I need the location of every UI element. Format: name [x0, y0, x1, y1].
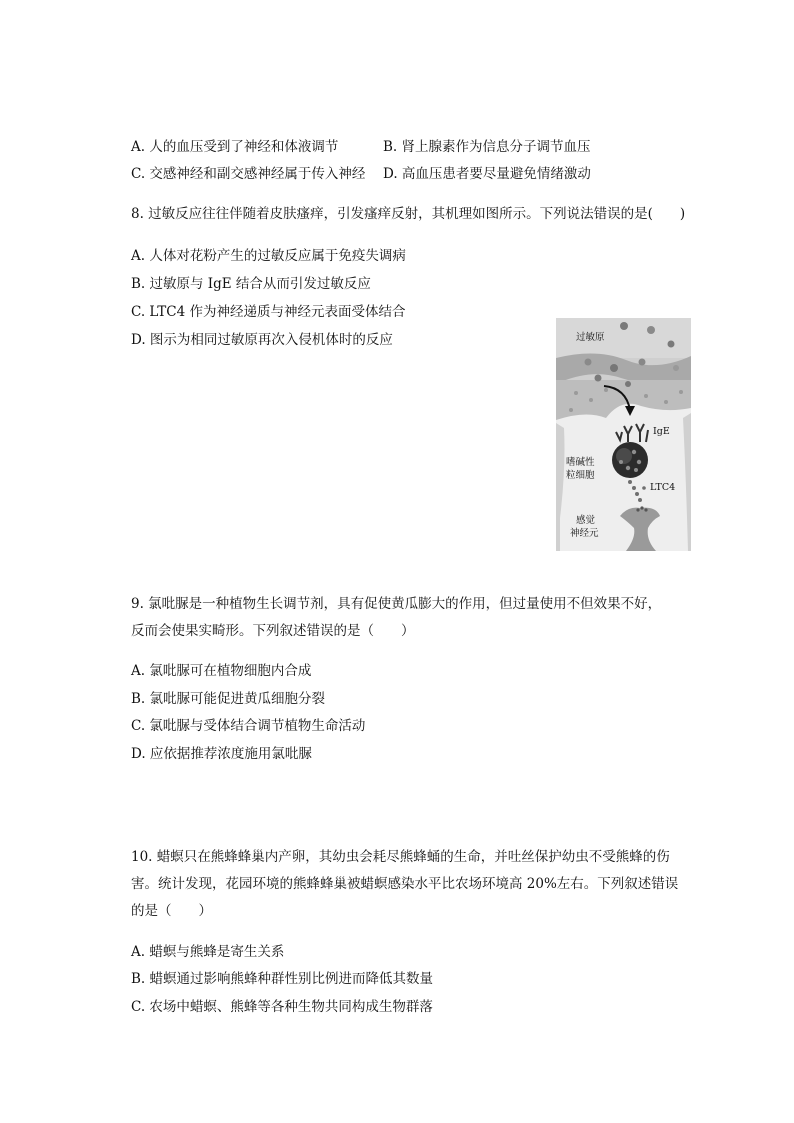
q9-option-d: D. 应依据推荐浓度施用氯吡脲	[131, 746, 312, 762]
label-basophil-1: 嗜碱性	[566, 457, 595, 468]
q7-option-d: D. 高血压患者要尽量避免情绪激动	[383, 166, 591, 182]
q10-stem-line1: 10. 蜡螟只在熊蜂蜂巢内产卵，其幼虫会耗尽熊蜂蛹的生命，并吐丝保护幼虫不受熊蜂的伤	[131, 849, 670, 865]
q10-option-a: A. 蜡螟与熊蜂是寄生关系	[131, 944, 285, 960]
q9-option-b: B. 氯吡脲可能促进黄瓜细胞分裂	[131, 691, 326, 707]
q9-option-c: C. 氯吡脲与受体结合调节植物生命活动	[131, 718, 366, 734]
q10-stem-line3: 的是（ ）	[131, 903, 212, 919]
q10-option-c: C. 农场中蜡螟、熊蜂等各种生物共同构成生物群落	[131, 999, 433, 1015]
q7-option-b: B. 肾上腺素作为信息分子调节血压	[383, 139, 591, 155]
q9-stem-line1: 9. 氯吡脲是一种植物生长调节剂，具有促使黄瓜膨大的作用，但过量使用不但效果不好，	[131, 596, 662, 612]
q7-option-a: A. 人的血压受到了神经和体液调节	[131, 139, 339, 155]
label-neuron-2: 神经元	[570, 528, 599, 539]
allergy-mechanism-diagram	[556, 318, 691, 551]
label-basophil-2: 粒细胞	[566, 470, 595, 481]
q10-stem-line2: 害。统计发现，花园环境的熊蜂蜂巢被蜡螟感染水平比农场环境高 20%左右。下列叙述错误	[131, 876, 679, 892]
q8-option-c: C. LTC4 作为神经递质与神经元表面受体结合	[131, 304, 406, 320]
label-neuron-1: 感觉	[576, 515, 596, 526]
q8-option-a: A. 人体对花粉产生的过敏反应属于免疫失调病	[131, 248, 406, 264]
label-ltc4: LTC4	[650, 482, 676, 493]
q9-stem-line2: 反而会使果实畸形。下列叙述错误的是（ ）	[131, 623, 415, 639]
label-ige: IgE	[653, 426, 670, 437]
q9-option-a: A. 氯吡脲可在植物细胞内合成	[131, 663, 312, 679]
q8-option-d: D. 图示为相同过敏原再次入侵机体时的反应	[131, 332, 393, 348]
q8-stem: 8. 过敏反应往往伴随着皮肤瘙痒，引发瘙痒反射，其机理如图所示。下列说法错误的是( )	[131, 206, 686, 222]
q8-option-b: B. 过敏原与 IgE 结合从而引发过敏反应	[131, 276, 371, 292]
label-allergen: 过敏原	[576, 332, 605, 343]
q7-option-c: C. 交感神经和副交感神经属于传入神经	[131, 166, 366, 182]
q10-option-b: B. 蜡螟通过影响熊蜂种群性别比例进而降低其数量	[131, 971, 434, 987]
q8-allergy-figure	[556, 318, 691, 551]
